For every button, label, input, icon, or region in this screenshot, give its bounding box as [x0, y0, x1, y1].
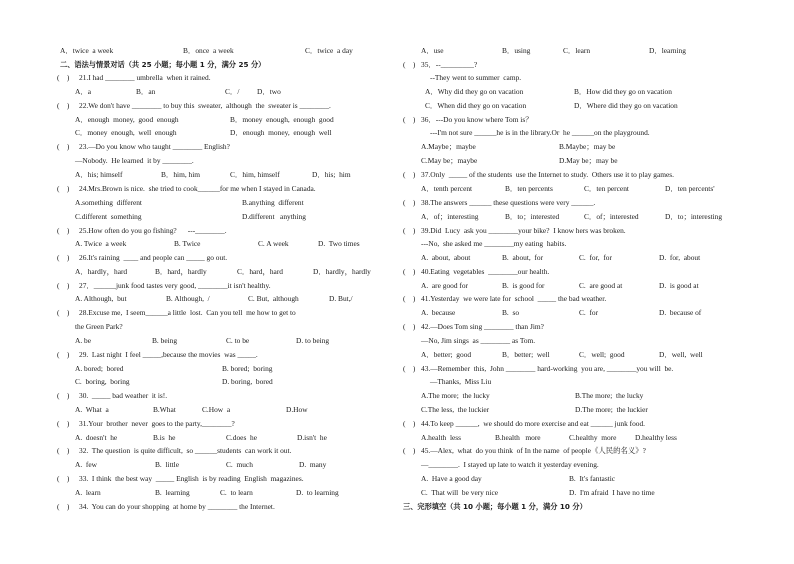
- option-a: A.health less: [421, 433, 462, 442]
- question-38: [397, 196, 596, 209]
- option-a: A．of；interesting: [421, 212, 479, 221]
- q27-options: [0, 292, 353, 305]
- answer-blank[interactable]: ( ): [57, 226, 70, 235]
- option-b: B．using: [502, 46, 531, 55]
- question-stem: 25.How often do you go fishing? ---________.: [79, 226, 227, 235]
- q22-options-ab: [0, 113, 334, 126]
- q29-options-ab: [0, 362, 273, 375]
- option-b: B．better; well: [502, 350, 550, 359]
- option-c: C.healthy more: [569, 433, 617, 442]
- option-c: C.different something: [75, 212, 142, 221]
- option-d: D．hardly，hardly: [313, 267, 371, 276]
- option-c: C. A week: [258, 239, 289, 248]
- option-c: C．of；interested: [584, 212, 639, 221]
- answer-blank[interactable]: ( ): [403, 294, 416, 303]
- option-b: B. so: [502, 308, 520, 317]
- section-heading-cloze: 三、完形填空（共 10 小题；每小题 1 分，满分 10 分）: [403, 502, 587, 511]
- option-a: A．enough money, good enough: [75, 115, 179, 124]
- option-c: C．/: [225, 87, 240, 96]
- option-b: B. It's fantastic: [569, 474, 616, 483]
- q36-options-cd: [397, 154, 618, 167]
- q29-options-cd: [0, 375, 273, 388]
- option-d: D. to being: [296, 336, 330, 345]
- question-stem: 40.Eating vegetables ________our health.: [421, 267, 550, 276]
- question-stem: 44.To keep ______, we should do more exercise and eat ______ junk food.: [421, 419, 646, 428]
- answer-blank[interactable]: ( ): [57, 350, 70, 359]
- q30-options: [0, 403, 308, 416]
- q33-options: [0, 486, 339, 499]
- q23-options: [0, 168, 351, 181]
- q42-reply: [397, 334, 536, 347]
- option-b: B．once a week: [183, 46, 234, 55]
- answer-blank[interactable]: ( ): [403, 226, 416, 235]
- answer-blank[interactable]: ( ): [403, 115, 416, 124]
- answer-blank[interactable]: ( ): [57, 419, 70, 428]
- q32-options: [0, 458, 327, 471]
- option-a: A.Maybe；maybe: [421, 142, 476, 151]
- option-d: D.isn't he: [297, 433, 327, 442]
- q41-options: [397, 306, 702, 319]
- answer-blank[interactable]: ( ): [57, 101, 70, 110]
- option-b: B. learning: [155, 488, 190, 497]
- option-d: D. many: [299, 460, 327, 469]
- question-40: [397, 265, 550, 278]
- option-c: C．learn: [563, 46, 591, 55]
- answer-blank[interactable]: ( ): [57, 142, 70, 151]
- option-b: B.The more; the lucky: [575, 391, 644, 400]
- question-stem: 23.—Do you know who taught ________ English?: [79, 142, 230, 151]
- answer-blank[interactable]: ( ): [57, 474, 70, 483]
- answer-blank[interactable]: ( ): [403, 170, 416, 179]
- q45-options-cd: [397, 486, 655, 499]
- option-d: D.healthy less: [635, 433, 677, 442]
- question-31: [0, 417, 235, 430]
- question-29: [0, 348, 258, 361]
- answer-blank[interactable]: ( ): [57, 502, 70, 511]
- option-c: C. are good at: [579, 281, 623, 290]
- section-heading-grammar: 二、语法与情景对话（共 25 小题；每小题 1 分，满分 25 分）: [60, 60, 266, 69]
- option-b: B．to；interested: [505, 212, 560, 221]
- question-stem: 45.—Alex, what do you think of In the name of people《人民的名义》?: [421, 446, 646, 455]
- option-b: B. Twice: [174, 239, 201, 248]
- question-35: [397, 58, 478, 71]
- question-39: [397, 224, 626, 237]
- option-a: A. because: [421, 308, 456, 317]
- option-b: B.Maybe；may be: [559, 142, 616, 151]
- option-d: D. is good at: [659, 281, 699, 290]
- q36-options-ab: [397, 140, 616, 153]
- option-c: C. much: [226, 460, 253, 469]
- question-stem: 37.Only _____ of the students use the Internet to study. Others use it to play games.: [421, 170, 675, 179]
- option-b: B．him, him: [161, 170, 201, 179]
- question-32: [0, 444, 292, 457]
- dialogue-line: ---I'm not sure ______he is in the library.Or he ______on the playground.: [430, 128, 650, 137]
- question-36: [397, 113, 533, 126]
- q35-options-ab: [397, 85, 672, 98]
- answer-blank[interactable]: ( ): [403, 267, 416, 276]
- question-33: [0, 472, 304, 485]
- option-b: B. little: [155, 460, 180, 469]
- question-stem: 42.—Does Tom sing ________ than Jim?: [421, 322, 544, 331]
- q43-options-ab: [397, 389, 644, 402]
- answer-blank[interactable]: ( ): [403, 419, 416, 428]
- option-b: B.What: [153, 405, 176, 414]
- option-b: B.is he: [153, 433, 176, 442]
- option-a: A. What a: [75, 405, 109, 414]
- question-stem: 39.Did Lucy ask you ________your bike? I know hers was broken.: [421, 226, 626, 235]
- option-c: C.How a: [202, 405, 231, 414]
- question-stem: 43.—Remember this, John ________ hard-working you are, ________you will be.: [421, 364, 674, 373]
- dialogue-line: —No, Jim sings as ________ as Tom.: [421, 336, 536, 345]
- option-d: D. Two times: [318, 239, 360, 248]
- q39-reply: [397, 237, 567, 250]
- q43-reply: [397, 375, 492, 388]
- question-stem: 41.Yesterday we were late for school _____ the bad weather.: [421, 294, 607, 303]
- option-a: A. few: [75, 460, 97, 469]
- option-a: A．hardly，hard: [75, 267, 128, 276]
- question-stem: 34. You can do your shopping at home by ________ the Internet.: [79, 502, 275, 511]
- question-23: [0, 140, 230, 153]
- question-stem: 35．--_________?: [421, 60, 478, 69]
- option-b: B. bored; boring: [222, 364, 273, 373]
- answer-blank[interactable]: ( ): [57, 73, 70, 82]
- question-37: [397, 168, 675, 181]
- option-c: C. for: [579, 308, 599, 317]
- question-30: [0, 389, 168, 402]
- option-b: B．ten percents: [505, 184, 553, 193]
- option-a: A.The more; the lucky: [421, 391, 490, 400]
- option-a: A．use: [421, 46, 444, 55]
- question-stem: 32. The question is quite difficult, so ______students can work it out.: [79, 446, 292, 455]
- dialogue-line: ---No, she asked me ________my eating habits.: [421, 239, 567, 248]
- option-c: C. That will be very nice: [421, 488, 499, 497]
- option-a: A．better; good: [421, 350, 472, 359]
- option-d: D．two: [257, 87, 281, 96]
- option-c: C.does he: [226, 433, 257, 442]
- question-stem: 26.It's raining ____ and people can _____ go out.: [79, 253, 228, 262]
- dialogue-line: —Thanks, Miss Liu: [430, 377, 492, 386]
- option-a: A．tenth percent: [421, 184, 473, 193]
- option-a: A．twice a week: [60, 46, 114, 55]
- option-a: A. Although, but: [75, 294, 127, 303]
- question-34: [0, 500, 275, 513]
- option-a: A．his; himself: [75, 170, 123, 179]
- option-b: B．money enough, enough good: [230, 115, 334, 124]
- q43-options-cd: [397, 403, 648, 416]
- option-d: D. for, about: [659, 253, 701, 262]
- answer-blank[interactable]: ( ): [57, 281, 70, 290]
- question-25: [0, 224, 227, 237]
- answer-blank[interactable]: ( ): [57, 253, 70, 262]
- question-22: [0, 99, 331, 112]
- q28-continued: [0, 320, 123, 333]
- question-stem-cont: the Green Park?: [75, 322, 123, 331]
- option-c: C．money enough, well enough: [75, 128, 177, 137]
- answer-blank[interactable]: ( ): [403, 198, 416, 207]
- dialogue-line: --They went to summer camp.: [430, 73, 522, 82]
- option-b: B. about, for: [502, 253, 544, 262]
- q25-options: [0, 237, 360, 250]
- option-d: D．to；interesting: [665, 212, 723, 221]
- q21-options: [0, 85, 281, 98]
- q35-options-cd: [397, 99, 678, 112]
- option-c: C.The less, the luckier: [421, 405, 490, 414]
- question-41: [397, 292, 607, 305]
- option-a: A. Twice a week: [75, 239, 127, 248]
- option-b: B.health more: [495, 433, 541, 442]
- q44-options: [397, 431, 677, 444]
- option-c: C. to be: [226, 336, 250, 345]
- option-d: D. I'm afraid I have no time: [569, 488, 655, 497]
- answer-blank[interactable]: ( ): [403, 60, 416, 69]
- option-d: D．his; him: [312, 170, 351, 179]
- question-28: [0, 306, 296, 319]
- q45-reply: [397, 458, 599, 471]
- option-d: D. But,/: [329, 294, 353, 303]
- option-d: D.How: [286, 405, 308, 414]
- q24-options-ab: [0, 196, 304, 209]
- question-stem: 38.The answers ______ these questions were very ______.: [421, 198, 596, 207]
- q26-options: [0, 265, 371, 278]
- answer-blank[interactable]: ( ): [403, 322, 416, 331]
- question-43: [397, 362, 674, 375]
- question-45: [397, 444, 646, 457]
- q28-options: [0, 334, 330, 347]
- option-b: B. Although, /: [166, 294, 210, 303]
- answer-blank[interactable]: ( ): [57, 184, 70, 193]
- question-26: [0, 251, 228, 264]
- option-a: A. doesn't he: [75, 433, 118, 442]
- question-stem: 31.Your brother never goes to the party,________?: [79, 419, 235, 428]
- answer-blank[interactable]: ( ): [57, 391, 70, 400]
- option-d: D．enough money, enough well: [230, 128, 332, 137]
- q20-options: [0, 44, 353, 57]
- answer-blank[interactable]: ( ): [403, 446, 416, 455]
- option-c: C. for, for: [579, 253, 612, 262]
- option-c: C. to learn: [220, 488, 253, 497]
- option-c: C.May be；maybe: [421, 156, 478, 165]
- option-a: A. Have a good day: [421, 474, 482, 483]
- q37-options: [397, 182, 715, 195]
- q31-options: [0, 431, 327, 444]
- option-d: D．Where did they go on vacation: [574, 101, 678, 110]
- q35-reply: [397, 71, 522, 84]
- option-a: A. about, about: [421, 253, 471, 262]
- dialogue-line: —Nobody. He learned it by ________.: [75, 156, 194, 165]
- question-24: [0, 182, 316, 195]
- question-27: [0, 279, 271, 292]
- option-d: D.different anything: [242, 212, 306, 221]
- option-c: C．When did they go on vacation: [425, 101, 527, 110]
- question-stem: 28.Excuse me, I seem______a little lost. Can you tell me how to get to: [79, 308, 296, 317]
- question-stem: 27．______junk food tastes very good, ________it isn't healthy.: [79, 281, 271, 290]
- option-d: D．ten percents': [665, 184, 715, 193]
- option-c: C. boring, boring: [75, 377, 130, 386]
- option-d: D. boring, bored: [222, 377, 273, 386]
- option-a: A. bored; bored: [75, 364, 124, 373]
- question-stem: 21.I had ________ umbrella when it rained.: [79, 73, 211, 82]
- option-b: B．an: [136, 87, 156, 96]
- option-c: C．hard，hard: [237, 267, 283, 276]
- option-d: D. because of: [659, 308, 702, 317]
- option-d: D．well, well: [659, 350, 703, 359]
- answer-blank[interactable]: ( ): [57, 446, 70, 455]
- question-stem: 36．---Do you know where Tom is？: [421, 115, 533, 124]
- option-a: A. be: [75, 336, 92, 345]
- question-44: [397, 417, 646, 430]
- option-b: B. being: [152, 336, 178, 345]
- question-stem: 22.We don't have ________ to buy this sweater, although the sweater is ________.: [79, 101, 331, 110]
- q38-options: [397, 210, 723, 223]
- option-c: C．him, himself: [230, 170, 280, 179]
- option-b: B．How did they go on vacation: [574, 87, 672, 96]
- option-a: A. learn: [75, 488, 101, 497]
- option-a: A. are good for: [421, 281, 468, 290]
- answer-blank[interactable]: ( ): [403, 364, 416, 373]
- q36-reply: [397, 126, 650, 139]
- question-stem: 24.Mrs.Brown is nice. she tried to cook______for me when I stayed in Canada.: [79, 184, 316, 193]
- q34-options: [397, 44, 686, 57]
- option-c: C．well; good: [579, 350, 625, 359]
- option-c: C．ten percent: [584, 184, 629, 193]
- q23-reply: [0, 154, 194, 167]
- option-c: C．twice a day: [305, 46, 353, 55]
- option-c: C. But, although: [248, 294, 299, 303]
- q39-options: [397, 251, 701, 264]
- option-b: B．hard，hardly: [155, 267, 207, 276]
- option-a: A.something different: [75, 198, 142, 207]
- option-d: D.The more; the luckier: [575, 405, 648, 414]
- option-d: D. to learning: [296, 488, 339, 497]
- q24-options-cd: [0, 210, 306, 223]
- q45-options-ab: [397, 472, 616, 485]
- question-42: [397, 320, 544, 333]
- option-a: A．Why did they go on vacation: [425, 87, 524, 96]
- q42-options: [397, 348, 703, 361]
- question-stem: 30. _____ bad weather it is!.: [79, 391, 168, 400]
- question-stem: 33. I think the best way _____ English is by reading English magazines.: [79, 474, 304, 483]
- option-b: B.anything different: [242, 198, 304, 207]
- question-stem: 29. Last night I feel _____,because the movies was _____.: [79, 350, 258, 359]
- option-a: A．a: [75, 87, 92, 96]
- option-b: B. is good for: [502, 281, 545, 290]
- answer-blank[interactable]: ( ): [57, 308, 70, 317]
- q22-options-cd: [0, 126, 332, 139]
- question-21: [0, 71, 211, 84]
- q40-options: [397, 279, 699, 292]
- dialogue-line: —________. I stayed up late to watch it yesterday evening.: [421, 460, 599, 469]
- option-d: D.May be；may be: [559, 156, 618, 165]
- option-d: D．learning: [649, 46, 686, 55]
